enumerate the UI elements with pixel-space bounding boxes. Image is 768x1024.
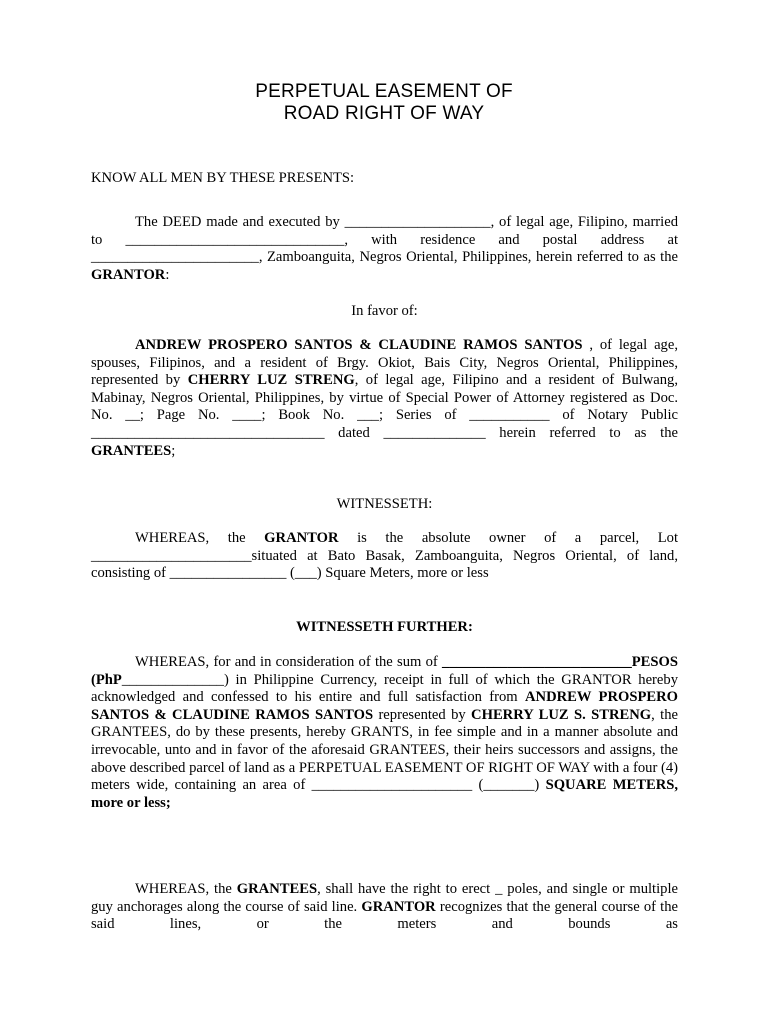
- pesos-amount: __________________________PESOS (PhP: [91, 654, 678, 688]
- witnesseth-heading: WITNESSETH:: [336, 496, 433, 512]
- paragraph-whereas-owner: WHEREAS, the GRANTOR is the absolute owner of a parcel, Lot ______________________situated at Bato Basak, Zamboanguita, Negros Oriental, of land, consisting of ________________ (___) Square Meters, more or less: [91, 530, 678, 582]
- document-title-line-1: PERPETUAL EASEMENT OF: [255, 81, 513, 102]
- salutation: KNOW ALL MEN BY THESE PRESENTS:: [91, 170, 355, 186]
- grantees-term: GRANTEES: [236, 881, 318, 897]
- grantor-term: GRANTOR: [264, 530, 339, 546]
- document-title-line-2: ROAD RIGHT OF WAY: [283, 103, 485, 124]
- grantor-term: GRANTOR: [91, 266, 166, 283]
- witnesseth-further-heading: WITNESSETH FURTHER:: [296, 619, 473, 635]
- paragraph-deed-grantor: The DEED made and executed by ____________________, of legal age, Filipino, married to ______________________________, with residence and postal address at _______________________, Zamboanguita, Negros Oriental, Philippines, herein referred to as the GRANTOR:: [91, 214, 678, 283]
- paragraph-whereas-grantees-rights: WHEREAS, the GRANTEES, shall have the right to erect _ poles, and single or multiple guy anchorages along the course of said line. GRANTOR recognizes that the general course of the said lines, or the meters and bounds as: [91, 881, 678, 933]
- representative-name: CHERRY LUZ STRENG: [187, 372, 355, 389]
- in-favor-heading: In favor of:: [351, 303, 418, 319]
- paragraph-grantees: ANDREW PROSPERO SANTOS & CLAUDINE RAMOS SANTOS , of legal age, spouses, Filipinos, and a resident of Brgy. Okiot, Bais City, Negros Oriental, Philippines, represented by CHERRY LUZ STRENG, of legal age, Filipino and a resident of Bulwang, Mabinay, Negros Oriental, Philippines, by virtue of Special Power of Attorney registered as Doc. No. __; Page No. ____; Book No. ___; Series of ___________ of Notary Public ________________________________ dated ______________ herein referred to as the GRANTEES;: [91, 337, 678, 459]
- paragraph-whereas-consideration: WHEREAS, for and in consideration of the sum of __________________________PESOS (PhP______________) in Philippine Currency, receipt in full of which the GRANTOR hereby acknowledged and confessed to his entire and full satisfaction from ANDREW PROSPERO SANTOS & CLAUDINE RAMOS SANTOS represented by CHERRY LUZ S. STRENG, the GRANTEES, do by these presents, hereby GRANTS, in fee simple and in a manner absolute and irrevocable, unto and in favor of the aforesaid GRANTEES, their heirs successors and assigns, the above described parcel of land as a PERPETUAL EASEMENT OF RIGHT OF WAY with a four (4) meters wide, containing an area of ______________________ (_______) SQUARE METERS, more or less;: [91, 654, 679, 811]
- representative-name: CHERRY LUZ S. STRENG: [471, 706, 652, 723]
- square-meters-term: SQUARE METERS, more or less;: [91, 777, 679, 811]
- grantee-names: ANDREW PROSPERO SANTOS & CLAUDINE RAMOS SANTOS: [91, 689, 678, 723]
- grantee-names: ANDREW PROSPERO SANTOS & CLAUDINE RAMOS SANTOS: [135, 337, 583, 353]
- grantor-term: GRANTOR: [361, 898, 436, 915]
- grantees-term: GRANTEES: [91, 442, 172, 459]
